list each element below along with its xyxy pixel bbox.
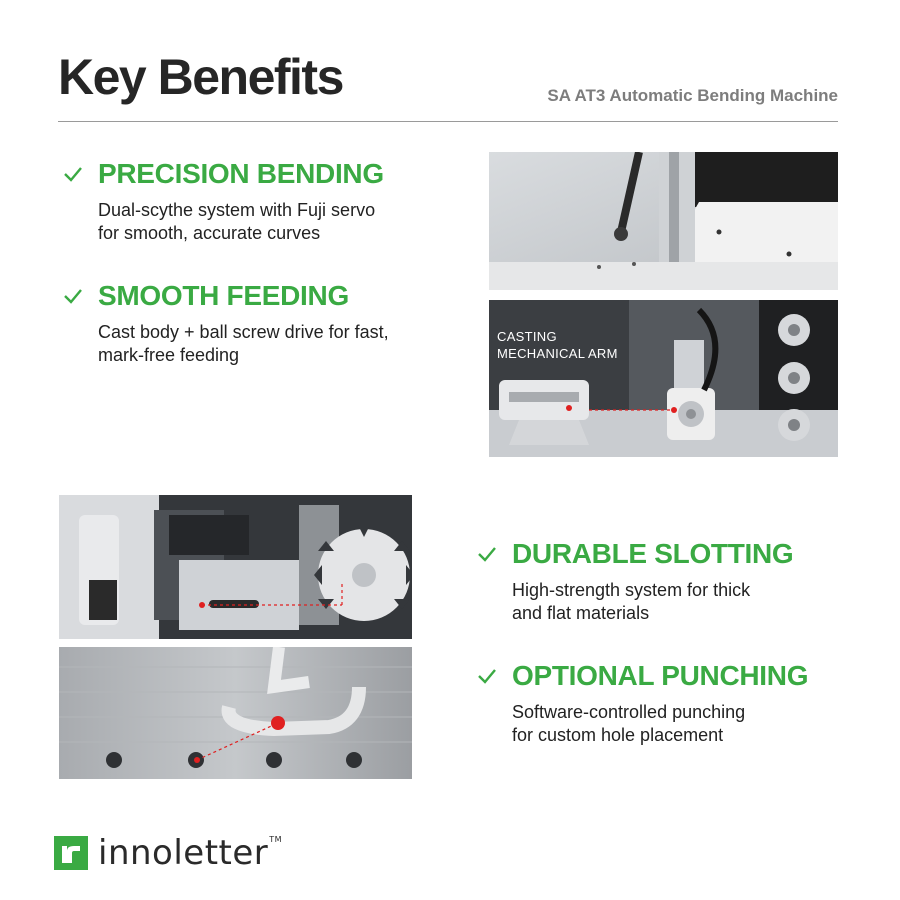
benefit-title: OPTIONAL PUNCHING	[512, 660, 809, 691]
logo-wordmark: innoletter™	[98, 833, 283, 873]
logo-mark-icon	[54, 836, 88, 870]
arm-label: CASTING MECHANICAL ARM	[497, 329, 618, 361]
benefit-description: Dual-scythe system with Fuji servo for smooth, accurate curves	[98, 200, 376, 243]
header-divider	[58, 121, 838, 122]
benefit-optional-punching	[476, 660, 876, 747]
benefit-precision-bending	[62, 158, 462, 245]
benefit-description: High-strength system for thick and flat materials	[512, 580, 751, 623]
photo-casting-arm	[489, 300, 838, 457]
benefit-title: SMOOTH FEEDING	[98, 280, 349, 311]
photo-bending-head	[489, 152, 838, 290]
page-subtitle: SA AT3 Automatic Bending Machine	[547, 86, 838, 105]
checkmark-icon	[476, 665, 498, 687]
benefit-title: DURABLE SLOTTING	[512, 538, 794, 569]
benefit-title: PRECISION BENDING	[98, 158, 384, 189]
benefit-description: Cast body + ball screw drive for fast, mark-free feeding	[98, 322, 389, 365]
page-title: Key Benefits	[58, 49, 343, 105]
photo-punched-strip	[59, 647, 412, 779]
photo-slotting-mechanism	[59, 495, 412, 639]
benefit-durable-slotting	[476, 538, 876, 625]
checkmark-icon	[62, 163, 84, 185]
innoletter-logo	[54, 833, 282, 873]
benefit-smooth-feeding	[62, 280, 462, 367]
checkmark-icon	[476, 543, 498, 565]
checkmark-icon	[62, 285, 84, 307]
benefit-description: Software-controlled punching for custom hole placement	[512, 702, 746, 745]
